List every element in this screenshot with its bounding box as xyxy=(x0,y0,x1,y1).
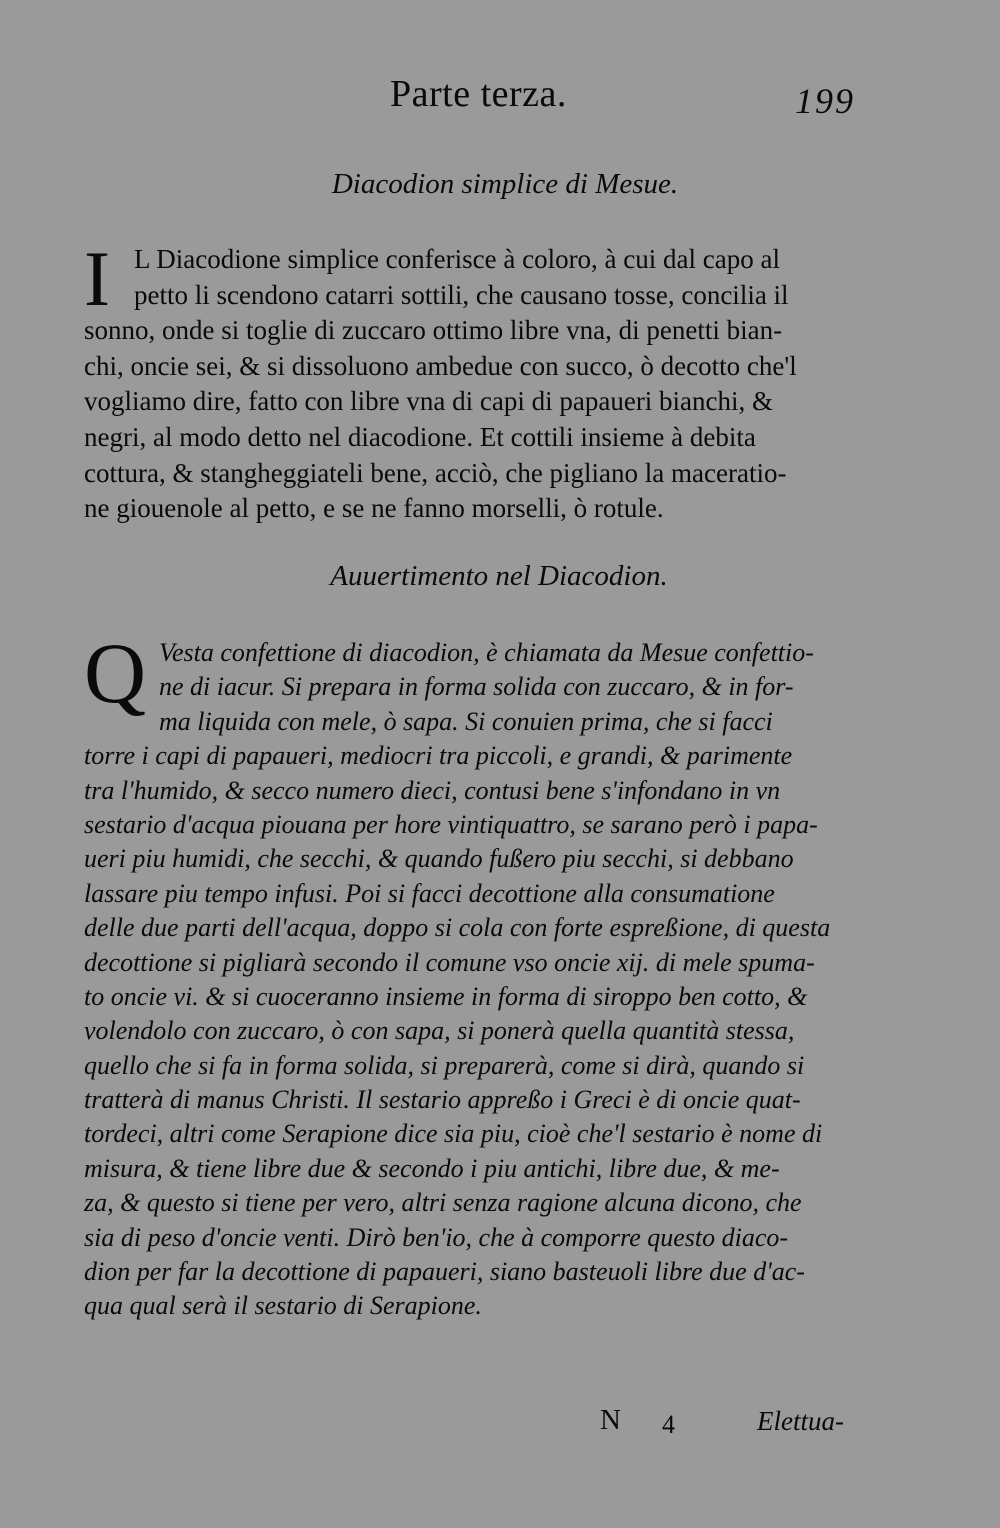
text-line: misura, & tiene libre due & secondo i piu antichi, libre due, & me- xyxy=(84,1153,780,1183)
text-line: dion per far la decottione di papaueri, siano basteuoli libre due d'ac- xyxy=(84,1257,805,1287)
text-line: negri, al modo detto nel diacodione. Et cottili insieme à debita xyxy=(84,421,756,452)
catchword: Elettua- xyxy=(757,1406,844,1436)
paragraph-diacodion xyxy=(84,235,920,527)
text-line: ueri piu humidi, che secchi, & quando fußero piu secchi, si debbano xyxy=(84,844,794,874)
text-line: torre i capi di papaueri, mediocri tra piccoli, e grandi, & parimente xyxy=(84,741,793,771)
text-line: ne di iacur. Si prepara in forma solida con zuccaro, & in for- xyxy=(159,672,794,702)
signature-number: 4 xyxy=(662,1410,675,1439)
text-line: L Diacodione simplice conferisce à coloro, à cui dal capo al xyxy=(134,244,780,274)
text-line: ma liquida con mele, ò sapa. Si conuien prima, che si facci xyxy=(159,706,773,736)
text-line: volendolo con zuccaro, ò con sapa, si ponerà quella quantità stessa, xyxy=(84,1016,795,1046)
text-line: tordeci, altri come Serapione dice sia piu, cioè che'l sestario è nome di xyxy=(84,1119,823,1149)
page-number: 199 xyxy=(795,81,855,121)
text-line: qua qual serà il sestario di Serapione. xyxy=(84,1291,482,1321)
text-line: lassare piu tempo infusi. Poi si facci decottione alla consumatione xyxy=(84,878,775,908)
text-line: tratterà di manus Christi. Il sestario appreßo i Greci è di oncie quat- xyxy=(84,1085,801,1115)
text-line: ne giouenole al petto, e se ne fanno morselli, ò rotule. xyxy=(84,493,664,524)
drop-cap-initial: I xyxy=(84,235,110,322)
text-line: petto li scendono catarri sottili, che causano tosse, concilia il xyxy=(134,279,789,310)
running-head: Parte terza. xyxy=(390,73,567,115)
text-line: tra l'humido, & secco numero dieci, contusi bene s'infondano in vn xyxy=(84,775,781,805)
section-heading-diacodion: Diacodion simplice di Mesue. xyxy=(331,168,679,200)
text-line: vogliamo dire, fatto con libre vna di capi di papaueri bianchi, & xyxy=(84,386,774,417)
text-line: to oncie vi. & si cuoceranno insieme in forma di siroppo ben cotto, & xyxy=(84,981,808,1011)
text-line: sonno, onde si toglie di zuccaro ottimo libre vna, di penetti bian- xyxy=(84,315,783,346)
text-line: sestario d'acqua piouana per hore vintiquattro, se sarano però i papa- xyxy=(84,809,818,839)
text-line: quello che si fa in forma solida, si preparerà, come si dirà, quando si xyxy=(84,1050,805,1080)
text-line: za, & questo si tiene per vero, altri senza ragione alcuna dicono, che xyxy=(84,1188,802,1218)
drop-cap-initial: Q xyxy=(84,625,147,721)
text-line: delle due parti dell'acqua, doppo si cola con forte espreßione, di questa xyxy=(84,913,831,943)
section-heading-auuertimento: Auuertimento nel Diacodion. xyxy=(330,560,668,592)
signature-mark: N xyxy=(600,1404,621,1436)
text-line: decottione si pigliarà secondo il comune vso oncie xij. di mele spuma- xyxy=(84,947,815,977)
text-line: Vesta confettione di diacodion, è chiamata da Mesue confettio- xyxy=(159,638,814,667)
text-line: cottura, & stangheggiateli bene, acciò, che pigliano la maceratio- xyxy=(84,457,787,488)
text-line: sia di peso d'oncie venti. Dirò ben'io, che à comporre questo diaco- xyxy=(84,1222,789,1252)
paragraph-auuertimento xyxy=(84,636,920,1324)
text-line: chi, oncie sei, & si dissoluono ambedue con succo, ò decotto che'l xyxy=(84,350,797,381)
